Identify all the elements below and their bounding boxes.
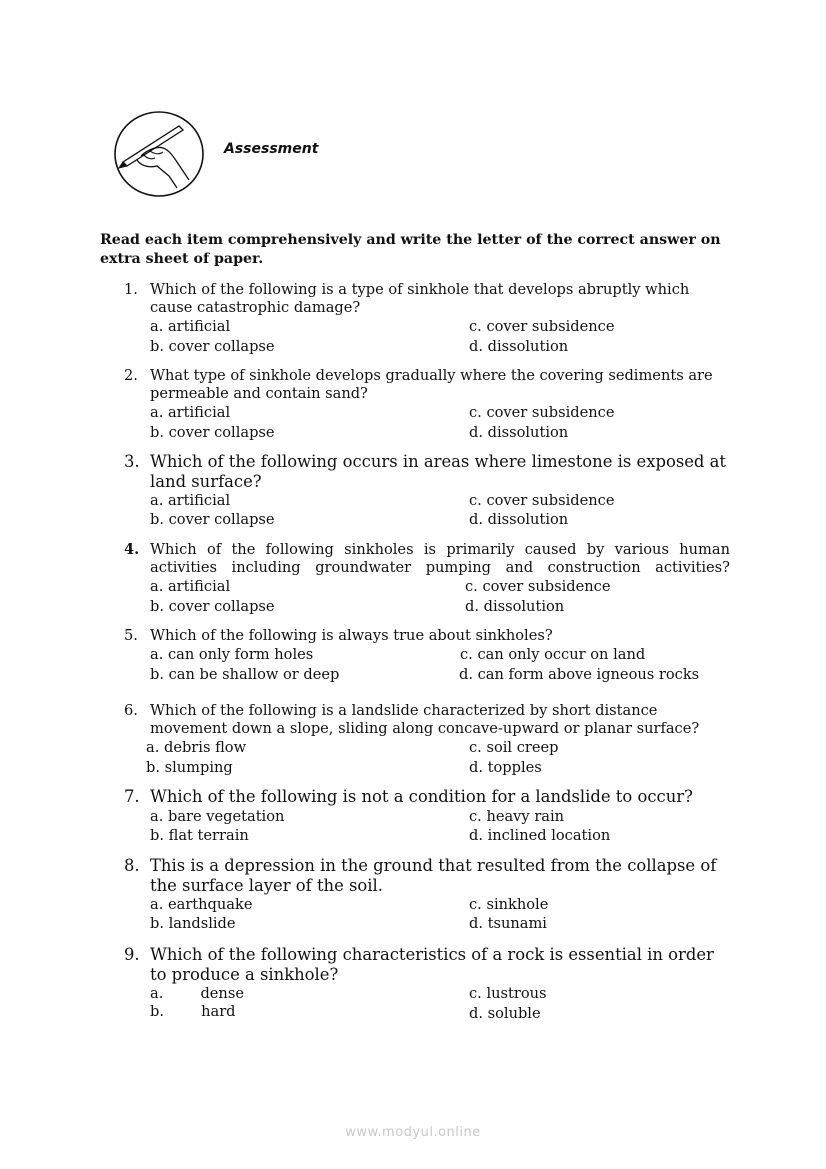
option-d: d. dissolution bbox=[469, 511, 569, 528]
option-b: b. cover collapse bbox=[150, 511, 275, 528]
question-text: Which of the following sinkholes is primarily caused by various human activities including groundwater pumping and construction activities? bbox=[150, 541, 730, 576]
option-b: b. hard bbox=[150, 1003, 236, 1020]
question-text: Which of the following is a type of sinkhole that develops abruptly which cause catastrophic damage? bbox=[150, 281, 690, 316]
option-a: a. debris flow bbox=[146, 739, 247, 756]
question-number: 5. bbox=[124, 627, 138, 644]
option-b: b. slumping bbox=[146, 759, 233, 776]
option-a: a. artificial bbox=[150, 492, 231, 509]
answer-options bbox=[150, 577, 730, 617]
option-d: d. can form above igneous rocks bbox=[459, 666, 700, 683]
option-d: d. topples bbox=[469, 759, 542, 776]
question-number: 8. bbox=[124, 856, 140, 875]
question-3 bbox=[124, 452, 730, 531]
option-b: b. cover collapse bbox=[150, 424, 275, 441]
answer-options bbox=[146, 738, 730, 778]
option-d: d. dissolution bbox=[469, 338, 569, 355]
option-c: c. soil creep bbox=[469, 739, 559, 756]
option-a: a. dense bbox=[150, 985, 244, 1002]
question-text: Which of the following is not a condition for a landslide to occur? bbox=[150, 787, 693, 806]
question-text: Which of the following occurs in areas where limestone is exposed at land surface? bbox=[150, 452, 726, 491]
question-6 bbox=[124, 702, 730, 778]
question-8 bbox=[124, 856, 730, 935]
question-text: Which of the following is always true about sinkholes? bbox=[150, 627, 553, 644]
question-number: 2. bbox=[124, 367, 138, 384]
option-d: d. dissolution bbox=[465, 598, 565, 615]
question-number: 3. bbox=[124, 452, 140, 471]
question-4 bbox=[124, 541, 730, 617]
answer-options bbox=[150, 895, 730, 935]
option-c: c. cover subsidence bbox=[469, 404, 615, 421]
answer-options bbox=[150, 403, 730, 443]
option-a: a. artificial bbox=[150, 578, 231, 595]
option-c: c. cover subsidence bbox=[465, 578, 611, 595]
option-c: c. lustrous bbox=[469, 985, 547, 1002]
option-d: d. tsunami bbox=[469, 915, 547, 932]
option-c: c. sinkhole bbox=[469, 896, 549, 913]
question-number: 1. bbox=[124, 281, 138, 298]
option-b: b. landslide bbox=[150, 915, 236, 932]
option-d: d. dissolution bbox=[469, 424, 569, 441]
answer-options bbox=[150, 984, 730, 1024]
option-b: b. cover collapse bbox=[150, 338, 275, 355]
instructions: Read each item comprehensively and write the letter of the correct answer on extra sheet of paper. bbox=[100, 232, 721, 267]
question-2 bbox=[124, 367, 730, 443]
question-number: 7. bbox=[124, 787, 140, 806]
option-d: d. soluble bbox=[469, 1005, 541, 1022]
question-number: 4. bbox=[124, 541, 140, 558]
option-b: b. cover collapse bbox=[150, 598, 275, 615]
answer-options bbox=[150, 807, 730, 847]
answer-options bbox=[150, 317, 730, 357]
section-title: Assessment bbox=[224, 141, 319, 157]
option-c: c. can only occur on land bbox=[460, 646, 646, 663]
option-c: c. cover subsidence bbox=[469, 318, 615, 335]
question-1 bbox=[124, 281, 730, 357]
answer-options bbox=[150, 491, 730, 531]
option-a: a. artificial bbox=[150, 404, 231, 421]
question-number: 6. bbox=[124, 702, 138, 719]
option-c: c. heavy rain bbox=[469, 807, 565, 825]
option-d: d. inclined location bbox=[469, 826, 611, 844]
watermark: www.modyul.online bbox=[345, 1125, 481, 1140]
question-text: Which of the following is a landslide characterized by short distance movement down a slope, sliding along concave-upward or planar surface? bbox=[150, 702, 700, 737]
option-a: a. earthquake bbox=[150, 896, 253, 913]
question-text: Which of the following characteristics of a rock is essential in order to produce a sinkhole? bbox=[150, 945, 714, 984]
question-7 bbox=[124, 787, 730, 847]
question-text: What type of sinkhole develops gradually where the covering sediments are permeable and contain sand? bbox=[150, 367, 713, 402]
question-9 bbox=[124, 945, 730, 1024]
option-a: a. can only form holes bbox=[150, 646, 314, 663]
option-a: a. artificial bbox=[150, 318, 231, 335]
option-a: a. bare vegetation bbox=[150, 807, 285, 825]
option-c: c. cover subsidence bbox=[469, 492, 615, 509]
option-b: b. flat terrain bbox=[150, 826, 249, 844]
answer-options bbox=[150, 645, 730, 685]
question-text: This is a depression in the ground that resulted from the collapse of the surface layer of the soil. bbox=[150, 856, 717, 895]
question-number: 9. bbox=[124, 945, 140, 964]
question-5 bbox=[124, 627, 730, 685]
option-b: b. can be shallow or deep bbox=[150, 666, 340, 683]
hand-writing-icon bbox=[113, 110, 205, 198]
